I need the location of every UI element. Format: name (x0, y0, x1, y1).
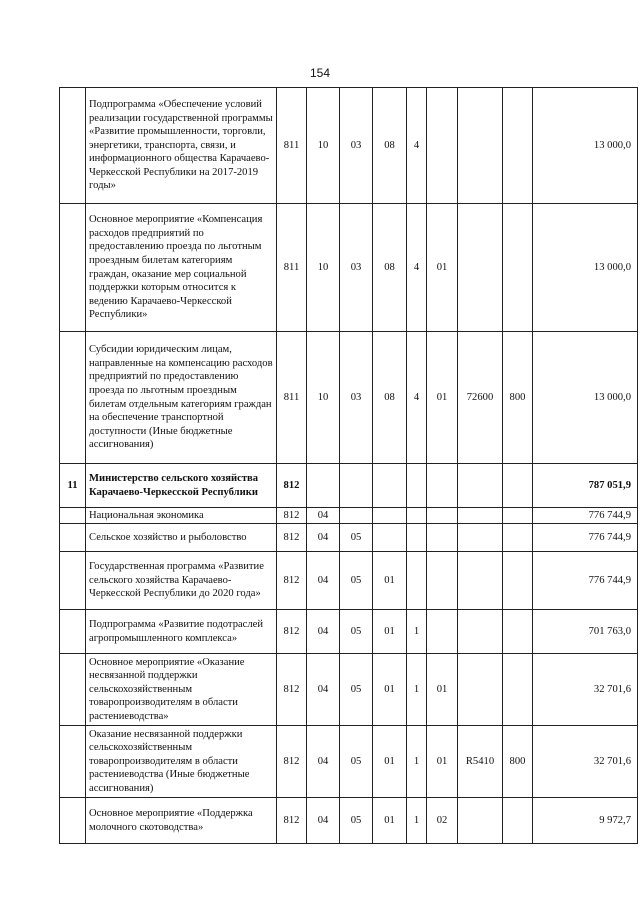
cell-event (427, 524, 458, 552)
table-row (60, 508, 638, 524)
cell-subprogram: 4 (407, 332, 427, 464)
table-row (60, 552, 638, 610)
cell-expense-type (503, 508, 533, 524)
cell-event: 01 (427, 654, 458, 726)
cell-rz: 04 (307, 610, 340, 654)
cell-subprogram (407, 464, 427, 508)
cell-pr: 05 (340, 524, 373, 552)
cell-pr: 05 (340, 726, 373, 798)
cell-event (427, 508, 458, 524)
cell-pr (340, 508, 373, 524)
cell-sum: 776 744,9 (533, 524, 638, 552)
cell-ved: 811 (277, 332, 307, 464)
cell-rz: 10 (307, 88, 340, 204)
row-name: Министерство сельского хозяйства Карачаево-Черкесской Республики (86, 464, 277, 508)
row-number (60, 552, 86, 610)
cell-ved: 812 (277, 464, 307, 508)
cell-ved: 812 (277, 524, 307, 552)
row-number (60, 524, 86, 552)
cell-direction (458, 524, 503, 552)
cell-pr: 03 (340, 204, 373, 332)
cell-sum: 13 000,0 (533, 204, 638, 332)
cell-pr: 05 (340, 552, 373, 610)
cell-pr (340, 464, 373, 508)
cell-expense-type: 800 (503, 726, 533, 798)
table-row (60, 654, 638, 726)
cell-rz: 04 (307, 726, 340, 798)
cell-target-program (373, 508, 407, 524)
table-row (60, 798, 638, 844)
cell-direction (458, 464, 503, 508)
cell-rz: 04 (307, 654, 340, 726)
cell-sum: 32 701,6 (533, 654, 638, 726)
cell-expense-type (503, 204, 533, 332)
cell-rz: 04 (307, 552, 340, 610)
budget-table (59, 87, 638, 844)
row-name: Подпрограмма «Обеспечение условий реализации государственной программы «Развитие промышленности, торговли, энергетики, транспорта, связи, и информационного общества Карачаево-Черкесской Республики на 2017-2019 годы» (86, 88, 277, 204)
cell-sum: 9 972,7 (533, 798, 638, 844)
cell-rz (307, 464, 340, 508)
row-number (60, 798, 86, 844)
cell-direction (458, 88, 503, 204)
row-number (60, 654, 86, 726)
cell-target-program: 08 (373, 88, 407, 204)
cell-sum: 13 000,0 (533, 88, 638, 204)
cell-subprogram (407, 524, 427, 552)
row-name: Сельское хозяйство и рыболовство (86, 524, 277, 552)
cell-target-program (373, 464, 407, 508)
cell-rz: 10 (307, 332, 340, 464)
cell-expense-type (503, 88, 533, 204)
cell-target-program: 01 (373, 798, 407, 844)
row-number (60, 508, 86, 524)
cell-target-program: 01 (373, 726, 407, 798)
cell-expense-type (503, 524, 533, 552)
cell-event (427, 464, 458, 508)
cell-expense-type (503, 552, 533, 610)
cell-direction (458, 654, 503, 726)
table-row (60, 88, 638, 204)
row-number (60, 204, 86, 332)
cell-pr: 05 (340, 654, 373, 726)
cell-sum: 13 000,0 (533, 332, 638, 464)
cell-event: 01 (427, 726, 458, 798)
cell-expense-type (503, 654, 533, 726)
cell-subprogram (407, 508, 427, 524)
cell-target-program (373, 524, 407, 552)
cell-ved: 812 (277, 610, 307, 654)
row-name: Основное мероприятие «Оказание несвязанной поддержки сельскохозяйственным товаропроизводителям в области растениеводства» (86, 654, 277, 726)
cell-event: 01 (427, 204, 458, 332)
row-name: Национальная экономика (86, 508, 277, 524)
row-number: 11 (60, 464, 86, 508)
cell-sum: 776 744,9 (533, 552, 638, 610)
cell-expense-type: 800 (503, 332, 533, 464)
cell-direction (458, 204, 503, 332)
cell-event: 01 (427, 332, 458, 464)
table-row (60, 524, 638, 552)
table-row (60, 332, 638, 464)
cell-rz: 04 (307, 798, 340, 844)
cell-rz: 04 (307, 508, 340, 524)
cell-subprogram: 1 (407, 798, 427, 844)
cell-expense-type (503, 610, 533, 654)
cell-target-program: 08 (373, 204, 407, 332)
cell-pr: 05 (340, 610, 373, 654)
table-row (60, 204, 638, 332)
table-row (60, 464, 638, 508)
cell-event (427, 552, 458, 610)
cell-direction (458, 552, 503, 610)
cell-subprogram: 1 (407, 654, 427, 726)
cell-direction: R5410 (458, 726, 503, 798)
cell-ved: 812 (277, 552, 307, 610)
cell-pr: 03 (340, 332, 373, 464)
cell-subprogram: 4 (407, 88, 427, 204)
row-number (60, 332, 86, 464)
cell-direction (458, 508, 503, 524)
row-number (60, 610, 86, 654)
cell-subprogram: 1 (407, 610, 427, 654)
cell-rz: 10 (307, 204, 340, 332)
cell-subprogram (407, 552, 427, 610)
cell-pr: 03 (340, 88, 373, 204)
cell-ved: 811 (277, 204, 307, 332)
cell-event (427, 610, 458, 654)
cell-event (427, 88, 458, 204)
table-row (60, 610, 638, 654)
cell-expense-type (503, 798, 533, 844)
cell-rz: 04 (307, 524, 340, 552)
cell-ved: 812 (277, 654, 307, 726)
row-name: Субсидии юридическим лицам, направленные на компенсацию расходов предприятий по предоставлению проезда по льготным проездным билетам отдельным категориям граждан на обеспечение транспортной доступности (Иные бюджетные ассигнования) (86, 332, 277, 464)
cell-subprogram: 4 (407, 204, 427, 332)
cell-subprogram: 1 (407, 726, 427, 798)
cell-direction: 72600 (458, 332, 503, 464)
cell-sum: 787 051,9 (533, 464, 638, 508)
cell-ved: 812 (277, 798, 307, 844)
row-name: Государственная программа «Развитие сельского хозяйства Карачаево-Черкесской Республики до 2020 года» (86, 552, 277, 610)
table-row (60, 726, 638, 798)
cell-expense-type (503, 464, 533, 508)
page-number: 154 (309, 66, 331, 80)
row-name: Основное мероприятие «Компенсация расходов предприятий по предоставлению проезда по льготным проездным билетам категориям граждан, оказание мер социальной поддержки которым относится к ведению Карачаево-Черкесской Республики» (86, 204, 277, 332)
cell-direction (458, 798, 503, 844)
cell-event: 02 (427, 798, 458, 844)
cell-ved: 812 (277, 726, 307, 798)
cell-sum: 701 763,0 (533, 610, 638, 654)
row-number (60, 726, 86, 798)
row-name: Основное мероприятие «Поддержка молочного скотоводства» (86, 798, 277, 844)
row-number (60, 88, 86, 204)
cell-target-program: 01 (373, 654, 407, 726)
cell-target-program: 01 (373, 610, 407, 654)
row-name: Подпрограмма «Развитие подотраслей агропромышленного комплекса» (86, 610, 277, 654)
row-name: Оказание несвязанной поддержки сельскохозяйственным товаропроизводителям в области растениеводства (Иные бюджетные ассигнования) (86, 726, 277, 798)
cell-target-program: 08 (373, 332, 407, 464)
cell-direction (458, 610, 503, 654)
cell-pr: 05 (340, 798, 373, 844)
cell-target-program: 01 (373, 552, 407, 610)
cell-sum: 32 701,6 (533, 726, 638, 798)
cell-ved: 812 (277, 508, 307, 524)
cell-sum: 776 744,9 (533, 508, 638, 524)
cell-ved: 811 (277, 88, 307, 204)
